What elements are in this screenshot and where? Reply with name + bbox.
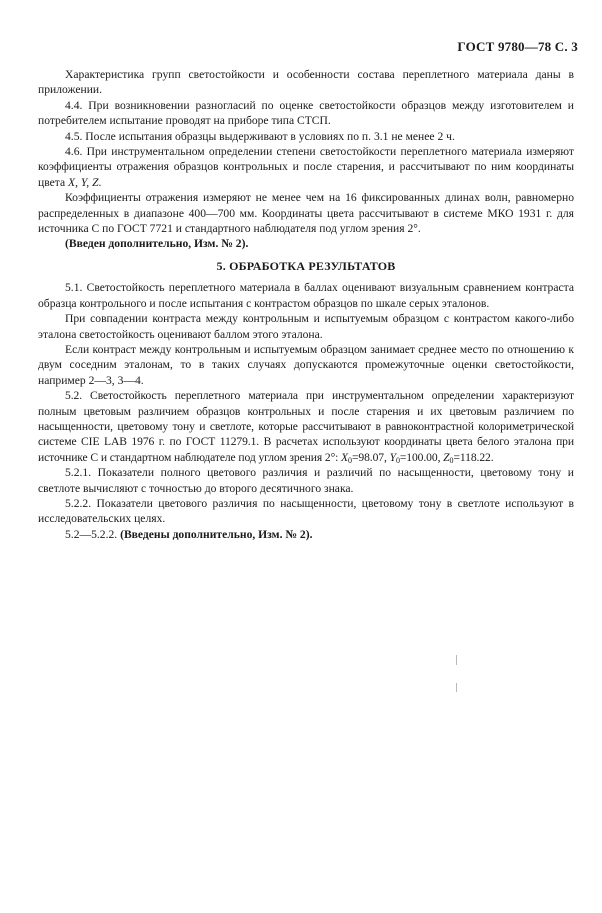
paragraph-4-6-end: . xyxy=(98,175,102,189)
y0-value: =100.00, xyxy=(399,450,444,464)
amendment-note-5-text: (Введены дополнительно, Изм. № 2). xyxy=(120,527,313,541)
z0-symbol: Z xyxy=(443,450,450,464)
paragraph-4-4: 4.4. При возникновении разногласий по оценке светостойкости образцов между изготовителем и потребителем испытание проводят на приборе типа СТСП. xyxy=(38,98,574,128)
amendment-note-5 xyxy=(38,527,574,542)
paragraph-5-1: 5.1. Светостойкость переплетного материала в баллах оценивают визуальным сравнением контраста образца контрольного и после испытания с контрастом образцов по шкале серых эталонов. xyxy=(38,281,574,310)
paragraph-5-2 xyxy=(38,388,574,465)
paragraph-5-2-2: 5.2.2. Показатели цветового различия по насыщенности, цветовому тону в светлоте используют в исследовательских целях. xyxy=(38,496,574,526)
y0-subscript: 0 xyxy=(395,455,400,465)
scan-mark-lower xyxy=(456,683,457,692)
amendment-note-4: (Введен дополнительно, Изм. № 2). xyxy=(65,237,249,251)
scan-mark-upper xyxy=(456,655,457,665)
paragraph-5-2-text: 5.2. Светостойкость переплетного материала при инструментальном определении характеризуют полным цветовым различием образцов контрольных и после старения и их цветовым различием по насыщенности, цветовому тону и светлоте, которые рассчитывают в равноконтрастной колориметрической системе CIE LAB 1976 г. по ГОСТ 11279.1. В расчетах используют координаты цвета белого эталона при источнике С и стандартном наблюдателе под углом зрения 2°: xyxy=(38,389,574,464)
page-header: ГОСТ 9780—78 С. 3 xyxy=(457,39,578,54)
amendment-note-5-range: 5.2—5.2.2. xyxy=(65,527,121,541)
section-title: 5. ОБРАБОТКА РЕЗУЛЬТАТОВ xyxy=(216,258,396,273)
paragraph-intermediate: Если контраст между контрольным и испытуемым образцом занимает среднее место по отношению к двум соседним эталонам, то в таких случаях допускаются промежуточные оценки светостойкости, например 2—3, 3—4. xyxy=(38,342,574,387)
x0-subscript: 0 xyxy=(348,455,352,465)
x0-value: =98.07, xyxy=(351,450,387,464)
x0-symbol: X xyxy=(341,450,349,464)
paragraph-appendix-note: Характеристика групп светостойкости и особенности состава переплетного материала даны в приложении. xyxy=(38,68,574,97)
z0-value: =118.22. xyxy=(453,450,494,464)
paragraph-4-5: 4.5. После испытания образцы выдерживают в условиях по п. 3.1 не менее 2 ч. xyxy=(65,129,455,143)
y0-symbol: Y xyxy=(389,450,396,464)
paragraph-contrast-match: При совпадении контраста между контрольным и испытуемым образцом с контрастом какого-либо эталона светостойкость оценивают баллом этого эталона. xyxy=(38,312,574,341)
paragraph-4-6 xyxy=(38,144,574,190)
document-body xyxy=(38,67,574,542)
z0-subscript: 0 xyxy=(449,455,454,465)
color-coordinates: X, Y, Z xyxy=(68,175,99,189)
paragraph-reflectance: Коэффициенты отражения измеряют не менее чем на 16 фиксированных длинах волн, равномерно распределенных в диапазоне 400—700 мм. Координаты цвета рассчитывают в системе МКО 1931 г. для источника С по ГОСТ 7721 и стандартного наблюдателя под углом зрения 2°. xyxy=(38,191,574,236)
paragraph-4-6-text: 4.6. При инструментальном определении степени светостойкости переплетного материала измеряют коэффициенты отражения образцов контрольных и после старения, и рассчитывают по ним координаты цвета xyxy=(38,145,574,189)
paragraph-5-2-1: 5.2.1. Показатели полного цветового различия и различий по насыщенности, цветовому тону и светлоте вычисляют с точностью до второго десятичного знака. xyxy=(38,466,574,495)
